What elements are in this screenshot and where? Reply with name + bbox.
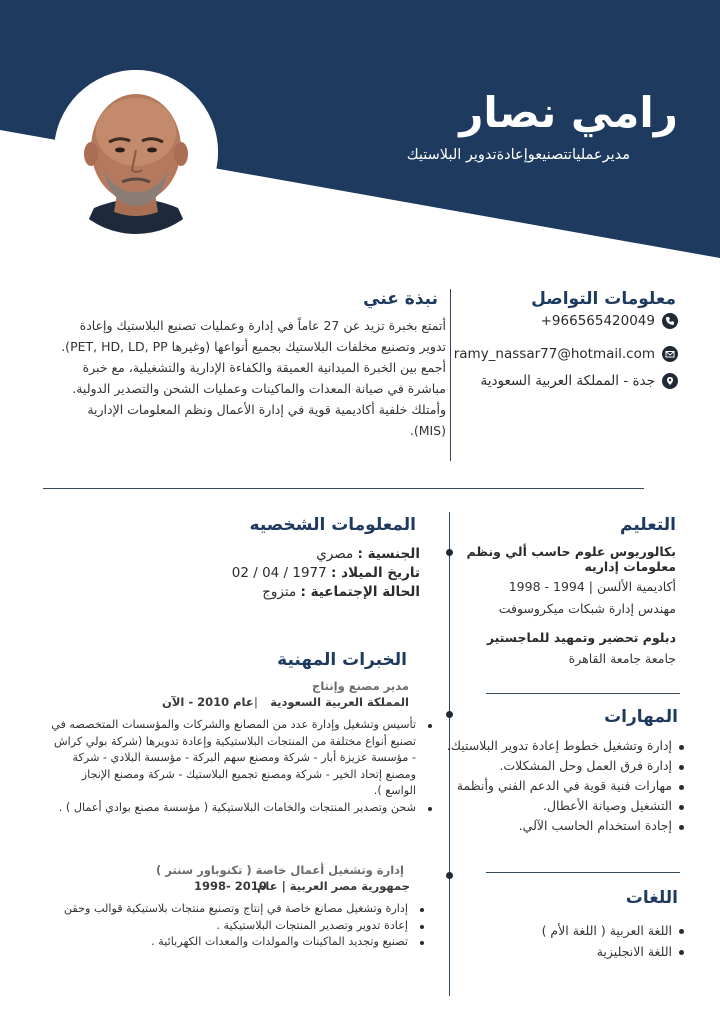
job-2-country: جمهورية مصر العربية | عام: [256, 879, 410, 893]
candidate-name: رامي نصار: [459, 88, 678, 137]
about-section-title: نبذة عني: [363, 289, 438, 309]
marital-value: متزوج: [262, 584, 297, 600]
job-1-duty-continued: ومصنع إتحاد الخير - شركة ومصنع تجميع البلاستيك - شركة ومصنع الإنجاز: [81, 767, 416, 781]
job-1-separator: |: [254, 695, 258, 709]
profile-photo: [54, 70, 218, 234]
vertical-divider-top: [450, 289, 451, 461]
language-item: اللغة الانجليزية: [466, 941, 686, 962]
timeline-dot: [446, 711, 453, 718]
skill-item: مهارات فنية قوية في الدعم الفني وأنظمة: [446, 776, 686, 796]
contact-section-title: معلومات التواصل: [531, 289, 676, 309]
birth-value: 02 / 04 / 1977: [231, 565, 327, 581]
job-1-duty: [30, 717, 424, 734]
job-1-period: عام 2010 - الآن: [162, 695, 254, 709]
education-degree-2: دبلوم تحضير وتمهيد للماجستير: [486, 630, 676, 645]
job-1-duty-continued: الواسع ).: [373, 784, 416, 797]
nationality-row: [232, 545, 420, 564]
about-line: تدوير وتصنيع مخلفات البلاستيك بجميع أنواعها (وغيرها PET, HD, LD, PP).: [61, 339, 446, 354]
skills-divider: [486, 693, 680, 694]
birth-row: [232, 564, 420, 583]
job-2-role: إدارة وتشغيل أعمال خاصة ( تكنوباور سنتر ): [155, 863, 404, 877]
contact-email-text: ramy_nassar77@hotmail.com: [453, 346, 655, 362]
job-2-duty-text: تصنيع وتجديد الماكينات والمولدات والمعدات الكهربائية .: [151, 935, 408, 948]
contact-email: [454, 346, 678, 362]
languages-section-title: اللغات: [625, 888, 678, 908]
job-2-duty-text: إدارة وتشغيل مصانع خاصة في إنتاج وتصنيع منتجات بلاستيكية قوالب وحقن: [63, 902, 408, 915]
horizontal-divider: [43, 488, 644, 489]
contact-phone: [541, 313, 678, 329]
education-section-title: التعليم: [620, 515, 676, 535]
job-2-duty: [46, 918, 416, 935]
language-item: اللغة العربية ( اللغة الأم ): [466, 920, 686, 941]
skills-list: [446, 736, 686, 836]
phone-icon: [662, 313, 678, 329]
job-2-period: 1998- 2010: [194, 879, 267, 893]
nationality-label: الجنسية :: [357, 546, 420, 562]
marital-row: [232, 583, 420, 602]
job-1-duty-text: تأسيس وتشغيل وإدارة عدد من المصانع والشركات والمؤسسات المتخصصه في: [51, 718, 416, 731]
job-1-duties: [30, 717, 424, 816]
job-1-role: مدير مصنع وإنتاج: [312, 679, 409, 693]
email-icon: [662, 346, 678, 362]
job-2-duty-text: إعادة تدوير وتصدير المنتجات البلاستيكية .: [216, 918, 408, 932]
skill-item-continued: التشغيل وصيانة الأعطال.: [446, 796, 686, 816]
job-1-country: المملكة العربية السعودية: [270, 695, 409, 709]
skill-item: إدارة وتشغيل خطوط إعادة تدوير البلاستيك.: [446, 736, 686, 756]
degree-1-line-2: معلومات إداريه: [584, 559, 676, 574]
education-school-2: جامعة جامعة القاهرة: [568, 651, 676, 666]
about-line: مباشرة في صيانة المعدات والماكينات وعمليات الشحن والتصدير الدولية.: [72, 381, 446, 396]
languages-list: [466, 920, 686, 962]
education-degree-1: [436, 544, 676, 574]
degree-1-line-1: بكالوريوس علوم حاسب ألي ونظم: [466, 544, 676, 559]
about-line: أجمع بين الخبرة الميدانية العميقة والكفاءة الإدارية والتشغيلية، مع خبرة: [82, 360, 446, 375]
skills-section-title: المهارات: [604, 707, 678, 727]
job-2-duties: [46, 901, 416, 951]
job-2-duty: [46, 934, 416, 951]
job-2-duty: [46, 901, 416, 918]
nationality-value: مصري: [316, 546, 354, 562]
skill-item: إدارة فرق العمل وحل المشكلات.: [446, 756, 686, 776]
timeline-dot: [446, 872, 453, 879]
skill-item: إجادة استخدام الحاسب الآلي.: [446, 816, 686, 836]
job-1-duty-continued: تصنيع أنواع مختلفة من المنتجات البلاستيكية وإعادة تدويرها (شركة بولي كراش: [53, 734, 416, 748]
about-text: [26, 315, 446, 441]
about-line: أتمتع بخبرة تزيد عن 27 عاماً في إدارة وعمليات تصنيع البلاستيك وإعادة: [79, 318, 446, 333]
avatar: [54, 70, 218, 234]
education-school-1: أكاديمية الألسن | 1994 - 1998: [508, 579, 676, 594]
languages-divider: [486, 872, 680, 873]
personal-section-title: المعلومات الشخصيه: [249, 515, 416, 535]
experience-section-title: الخبرات المهنية: [277, 650, 407, 670]
birth-label: تاريخ الميلاد :: [331, 565, 420, 581]
job-1-duty: [30, 800, 424, 817]
contact-location: [481, 373, 678, 389]
job-1-duty-text: شحن وتصدير المنتجات والخامات البلاستيكية ( مؤسسة مصنع بوادي أعمال ) .: [58, 800, 416, 814]
about-line: (MIS).: [409, 423, 446, 438]
job-title: مديرعملياتتصنيعوإعادةتدوير البلاستيك: [406, 147, 630, 163]
contact-location-text: جدة - المملكة العربية السعودية: [480, 373, 655, 389]
contact-phone-text: +966565420049: [540, 313, 655, 329]
marital-label: الحالة الإجتماعية :: [300, 584, 420, 600]
education-extra-1: مهندس إدارة شبكات ميكروسوفت: [498, 601, 676, 616]
job-1-duty-continued: - مؤسسة عزيزة أبار - شركة ومصنع سهم البركة - مؤسسة البلادي - شركة: [72, 751, 416, 764]
location-icon: [662, 373, 678, 389]
personal-details: [232, 545, 420, 602]
about-line: وأمتلك خلفية أكاديمية قوية في إدارة الأعمال ونظم المعلومات الإدارية: [87, 402, 446, 417]
